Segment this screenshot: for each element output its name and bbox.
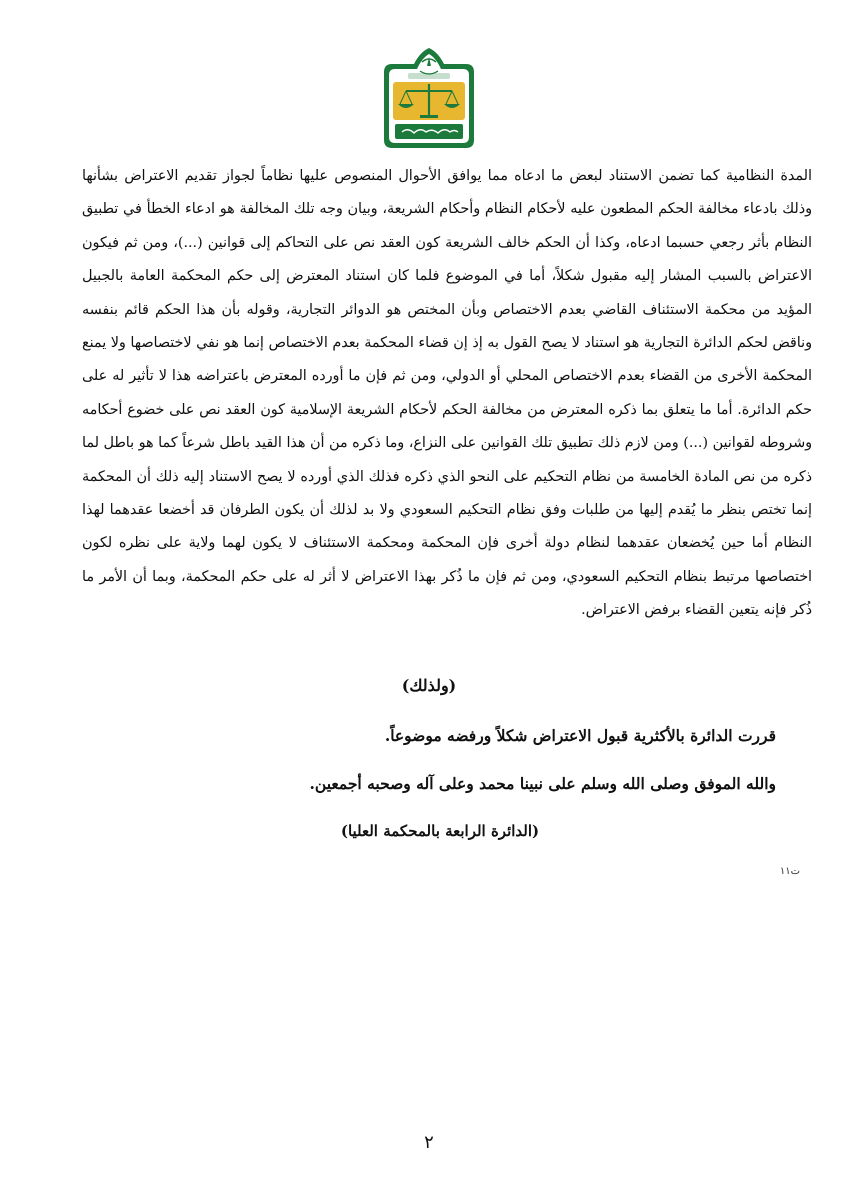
decision-text: قررت الدائرة بالأكثرية قبول الاعتراض شكلاً ورفضه موضوعاً. (384, 726, 776, 745)
judgment-paragraph: المدة النظامية كما تضمن الاستناد لبعض ما ادعاه مما يوافق الأحوال المنصوص عليها نظاماً لجواز تقديم الاعتراض بشأنها وذلك بادعاء مخالفة الحكم المطعون عليه لأحكام النظام وأحكام الشريعة، وبيان وجه تلك المخالفة هو ادعاء الخطأ في تطبيق النظام بأثر رجعي حسبما ادعاه، وكذا أن الحكم خالف الشريعة كون العقد نص على التحاكم إلى قوانين (...)، ومن ثم فيكون الاعتراض بالسبب المشار إليه مقبول شكلاً، أما في الموضوع فلما كان استناد المعترض إلى حكم المحكمة العامة بالجبيل المؤيد من محكمة الاستئناف القاضي بعدم الاختصاص وبأن المختص هو الدوائر التجارية، وقوله بأن هذا الحكم قائم بنفسه وناقض لحكم الدائرة التجارية هو استناد لا يصح القول به إذ إن قضاء المحكمة بعدم الاختصاص إنما هو نفي لاختصاصها ولا يمنع المحكمة الأخرى من القضاء بعدم الاختصاص المحلي أو الدولي، ومن ثم فإن ما أورده المعترض باعتراضه هذا لا تأثير له على حكم الدائرة. أما ما يتعلق بما ذكره المعترض من مخالفة الحكم لأحكام الشريعة الإسلامية كون العقد نص على خضوع أحكامه وشروطه لقوانين (...) ومن لازم ذلك تطبيق تلك القوانين على النزاع، وما ذكره من أن هذا القيد باطل شرعاً كما هو باطل لما ذكره من نص المادة الخامسة من نظام التحكيم على النحو الذي ذكره فذلك الذي أورده لا يصح الاستناد إليه ذلك أن المحكمة إنما تختص بنظر ما يُقدم إليها من طلبات وفق نظام التحكيم السعودي ولا بد لذلك أن يكون الطرفان قد أخضعا عقدهما لهذا النظام أما حين يُخضعان عقدهما لنظام دولة أخرى فإن المحكمة ومحكمة الاستئناف لا يكون لهما ولاية على نظره لكون اختصاصها مرتبط بنظام التحكيم السعودي، ومن ثم فإن ما ذُكر بهذا الاعتراض لا أثر له على حكم المحكمة، وبما أن الأمر ما ذُكر فإنه يتعين القضاء برفض الاعتراض. (82, 168, 812, 619)
judgment-body (82, 160, 812, 628)
ministry-of-justice-logo (378, 44, 480, 150)
decision-heading: (ولذلك) (401, 676, 457, 695)
court-signature: (الدائرة الرابعة بالمحكمة العليا) (340, 822, 540, 840)
page-number: ٢ (424, 1132, 434, 1153)
reference-code: ت١١ (779, 866, 800, 877)
closing-prayer: والله الموفق وصلى الله وسلم على نبينا محمد وعلى آله وصحبه أجمعين. (309, 774, 776, 793)
